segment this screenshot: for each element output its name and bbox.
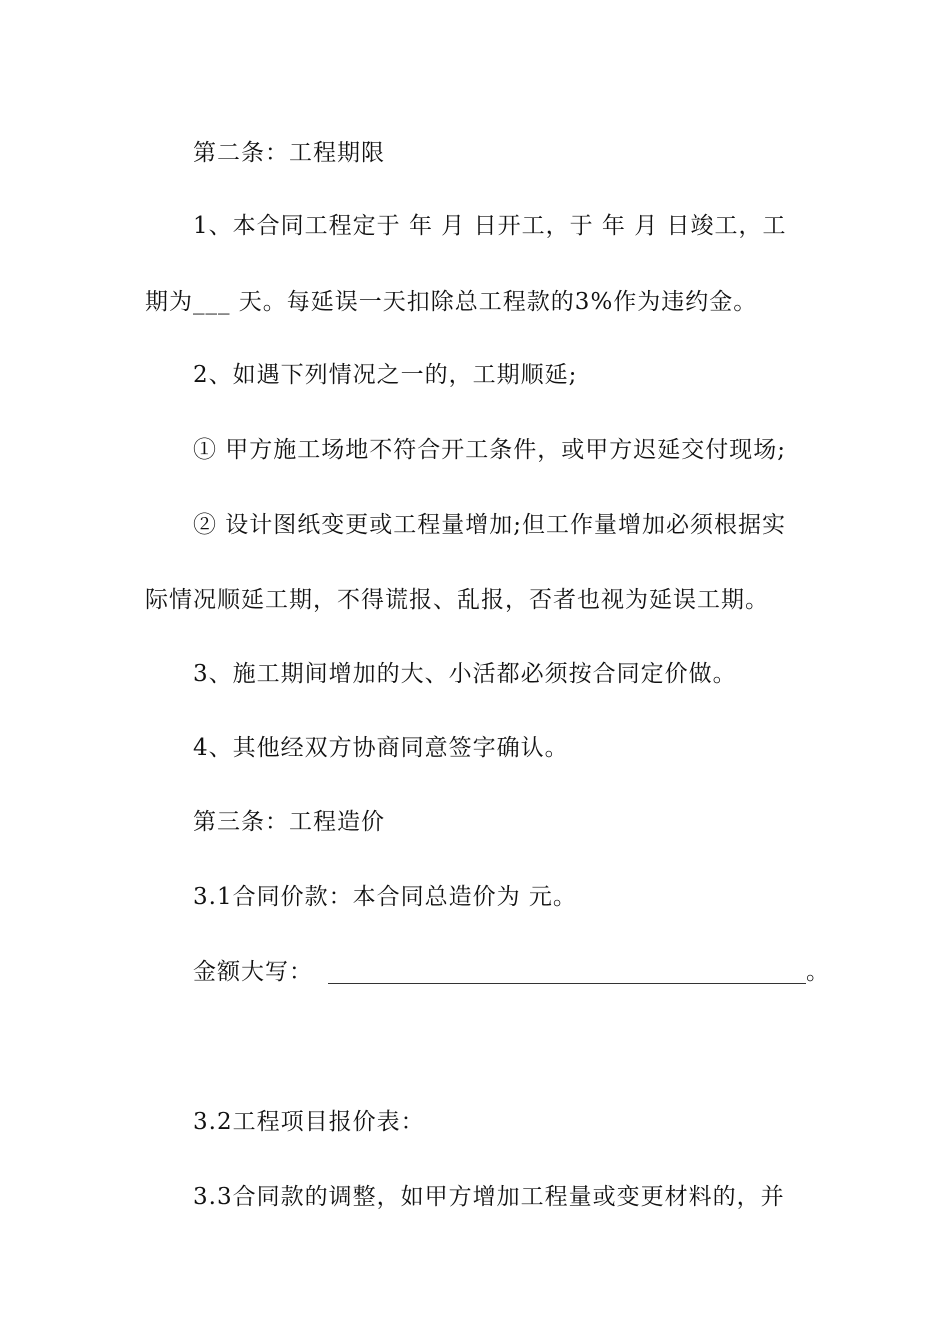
amount-in-words-blank (328, 983, 806, 984)
clause-3-extra-work: 3、施工期间增加的大、小活都必须按合同定价做。 (193, 661, 737, 687)
clause-1-start-date: 1、本合同工程定于 年 月 日开工，于 年 月 日竣工，工 (193, 213, 787, 239)
clause-3-3-adjustment: 3.3合同款的调整，如甲方增加工程量或变更材料的，并 (193, 1184, 785, 1210)
amount-in-words-end: 。 (806, 959, 830, 985)
section-heading-term: 第二条：工程期限 (193, 140, 385, 166)
clause-3-2-quote-table: 3.2工程项目报价表： (193, 1109, 425, 1135)
clause-1-duration: 期为___ 天。每延误一天扣除总工程款的3%作为违约金。 (145, 289, 758, 315)
clause-2-item-2-continued: 际情况顺延工期，不得谎报、乱报，否者也视为延误工期。 (145, 587, 769, 613)
clause-2-extension: 2、如遇下列情况之一的，工期顺延; (193, 362, 578, 388)
clause-3-1-price: 3.1合同价款：本合同总造价为 元。 (193, 884, 577, 910)
section-heading-price: 第三条：工程造价 (193, 809, 385, 835)
clause-4-other: 4、其他经双方协商同意签字确认。 (193, 735, 569, 761)
amount-in-words-label: 金额大写： (193, 959, 313, 985)
clause-2-item-1: ① 甲方施工场地不符合开工条件，或甲方迟延交付现场; (193, 437, 787, 463)
clause-2-item-2: ② 设计图纸变更或工程量增加;但工作量增加必须根据实 (193, 512, 787, 538)
